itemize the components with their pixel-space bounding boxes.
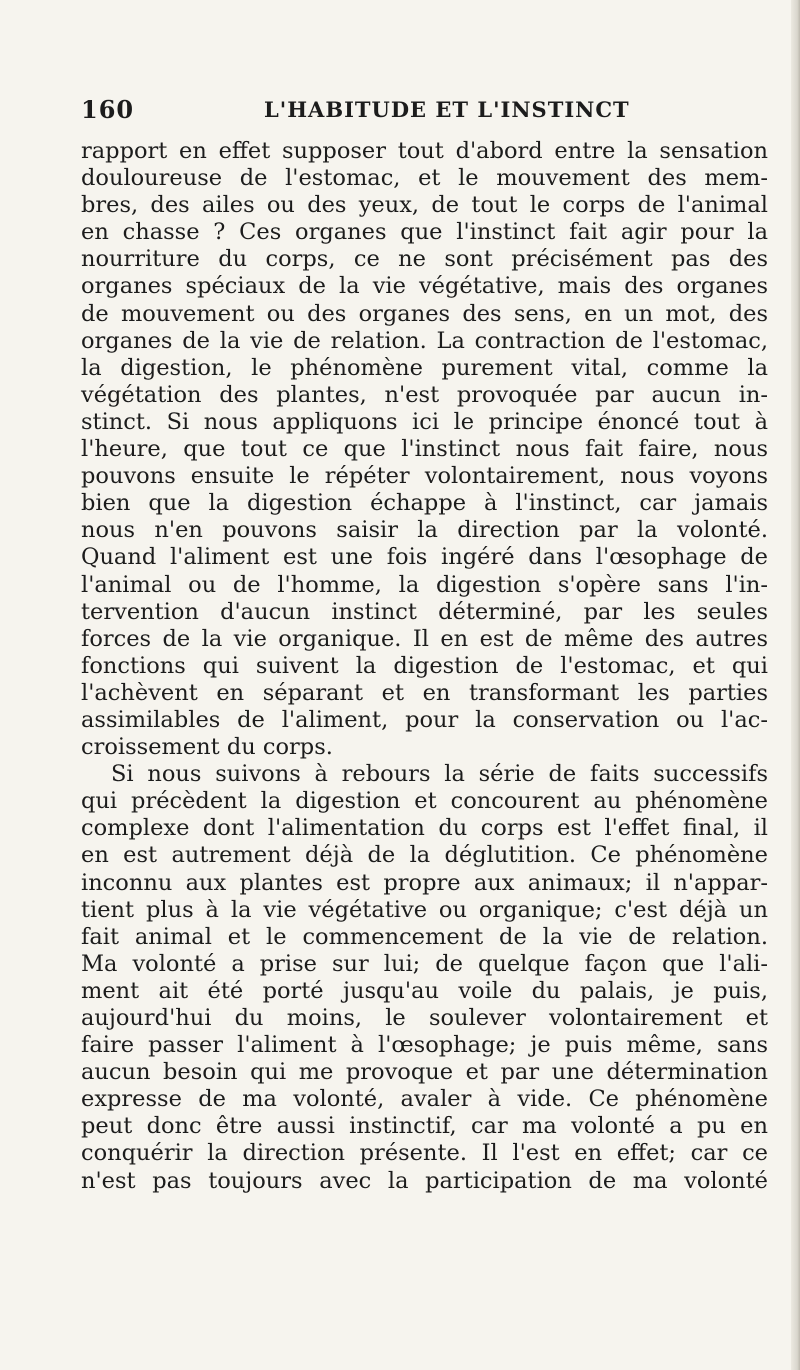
- text-line: forces de la vie organique. Il en est de même des autres: [81, 625, 768, 652]
- text-line: complexe dont l'alimentation du corps est l'effet final, il: [81, 815, 768, 842]
- text-line: rapport en effet supposer tout d'abord entre la sensation: [81, 138, 768, 164]
- text-line: en chasse ? Ces organes que l'instinct fait agir pour la: [81, 219, 768, 246]
- text-line: expresse de ma volonté, avaler à vide. Ce phénomène: [81, 1086, 768, 1113]
- text-line: végétation des plantes, n'est provoquée par aucun in-: [81, 381, 768, 408]
- text-line: aucun besoin qui me provoque et par une détermination: [81, 1059, 768, 1086]
- text-line: Quand l'aliment est une fois ingéré dans l'œsophage de: [81, 544, 768, 571]
- text-line: organes spéciaux de la vie végétative, mais des organes: [81, 273, 768, 300]
- text-line: l'heure, que tout ce que l'instinct nous fait faire, nous: [81, 436, 768, 463]
- paragraph-end-line: croissement du corps.: [81, 734, 333, 761]
- text-line: peut donc être aussi instinctif, car ma volonté a pu en: [81, 1113, 768, 1140]
- page-edge: [791, 0, 800, 1370]
- text-line: faire passer l'aliment à l'œsophage; je puis même, sans: [81, 1032, 768, 1059]
- text-line: nous n'en pouvons saisir la direction par la volonté.: [81, 517, 768, 544]
- text-line: aujourd'hui du moins, le soulever volontairement et: [81, 1005, 768, 1031]
- text-line: en est autrement déjà de la déglutition. Ce phénomène: [81, 842, 768, 869]
- text-line: fait animal et le commencement de la vie de relation.: [81, 923, 768, 950]
- text-line: bien que la digestion échappe à l'instinct, car jamais: [81, 490, 768, 517]
- running-head: L'HABITUDE ET L'INSTINCT: [264, 97, 630, 122]
- page-number: 160: [81, 95, 135, 124]
- body-text: [81, 138, 768, 1195]
- text-line: conquérir la direction présente. Il l'est en effet; car ce: [81, 1140, 768, 1167]
- text-line: n'est pas toujours avec la participation de ma volonté: [81, 1167, 768, 1194]
- text-line: l'achèvent en séparant et en transformant les parties: [81, 679, 768, 706]
- text-line: tient plus à la vie végétative ou organique; c'est déjà un: [81, 896, 768, 923]
- text-line: l'animal ou de l'homme, la digestion s'opère sans l'in-: [81, 571, 768, 598]
- text-line: de mouvement ou des organes des sens, en un mot, des: [81, 300, 768, 327]
- text-line: bres, des ailes ou des yeux, de tout le corps de l'animal: [81, 192, 768, 219]
- text-line: organes de la vie de relation. La contraction de l'estomac,: [81, 327, 768, 354]
- text-line: tervention d'aucun instinct déterminé, par les seules: [81, 598, 768, 625]
- text-line: qui précèdent la digestion et concourent au phénomène: [81, 788, 768, 815]
- text-line: stinct. Si nous appliquons ici le principe énoncé tout à: [81, 408, 768, 435]
- text-line: nourriture du corps, ce ne sont précisément pas des: [81, 246, 768, 273]
- paragraph-start-line: Si nous suivons à rebours la série de faits successifs: [111, 761, 768, 788]
- text-line: fonctions qui suivent la digestion de l'estomac, et qui: [81, 652, 768, 679]
- text-line: douloureuse de l'estomac, et le mouvement des mem-: [81, 165, 768, 192]
- text-line: Ma volonté a prise sur lui; de quelque façon que l'ali-: [81, 950, 768, 977]
- text-line: pouvons ensuite le répéter volontairement, nous voyons: [81, 463, 768, 490]
- text-line: la digestion, le phénomène purement vital, comme la: [81, 354, 768, 381]
- text-line: ment ait été porté jusqu'au voile du palais, je puis,: [81, 977, 768, 1004]
- text-line: inconnu aux plantes est propre aux animaux; il n'appar-: [81, 869, 768, 896]
- text-line: assimilables de l'aliment, pour la conservation ou l'ac-: [81, 706, 768, 733]
- page-header: [81, 95, 721, 127]
